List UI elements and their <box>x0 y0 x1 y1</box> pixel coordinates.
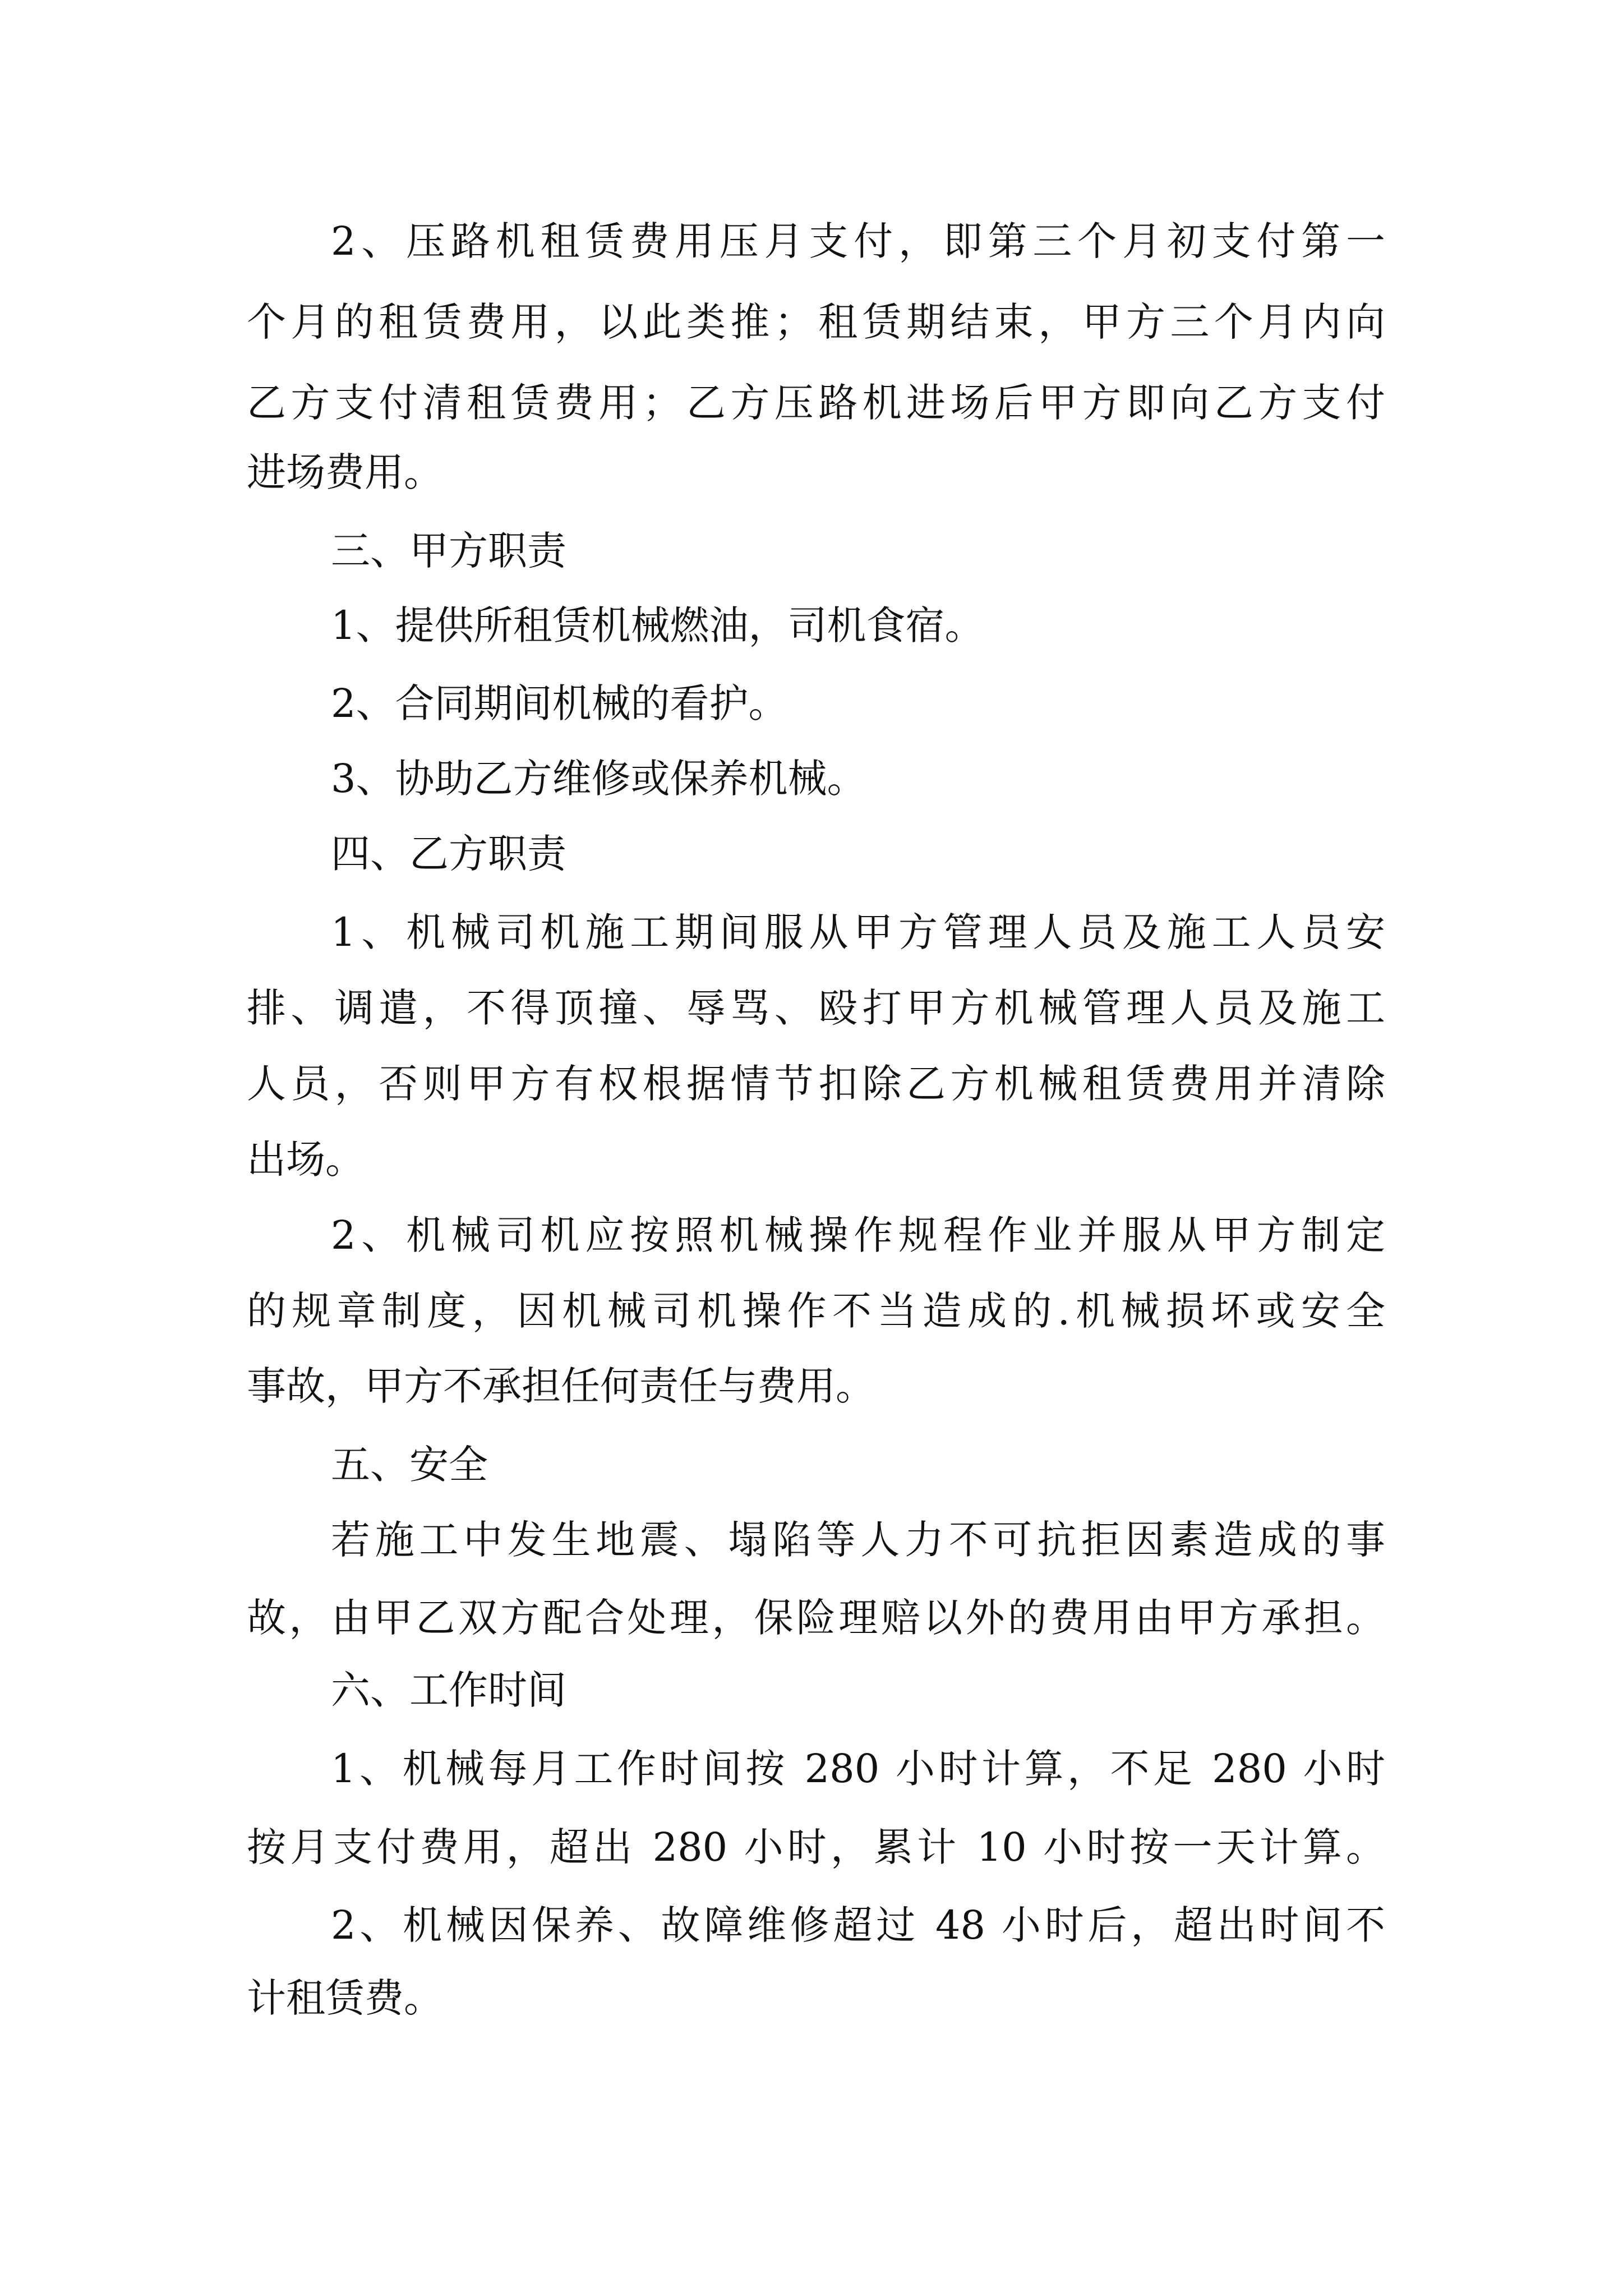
paragraph-line: 事故，甲方不承担任何责任与费用。 <box>247 1363 875 1409</box>
paragraph-line: 1、机械每月工作时间按 280 小时计算，不足 280 小时 <box>331 1746 1385 1792</box>
paragraph-line: 进场费用。 <box>247 449 443 495</box>
section-heading: 五、安全 <box>331 1442 488 1488</box>
paragraph-line: 按月支付费用，超出 280 小时，累计 10 小时按一天计算。 <box>247 1824 1385 1870</box>
paragraph-line: 人员，否则甲方有权根据情节扣除乙方机械租赁费用并清除 <box>247 1061 1385 1107</box>
paragraph-line: 故，由甲乙双方配合处理，保险理赔以外的费用由甲方承担。 <box>247 1595 1385 1641</box>
paragraph-line: 乙方支付清租赁费用；乙方压路机进场后甲方即向乙方支付 <box>247 380 1385 426</box>
list-item: 3、协助乙方维修或保养机械。 <box>331 756 866 802</box>
paragraph-line: 排、调遣，不得顶撞、辱骂、殴打甲方机械管理人员及施工 <box>247 985 1385 1031</box>
section-heading: 三、甲方职责 <box>331 528 566 574</box>
paragraph-line: 1、机械司机施工期间服从甲方管理人员及施工人员安 <box>331 909 1385 955</box>
section-heading: 六、工作时间 <box>331 1667 566 1713</box>
list-item: 1、提供所租赁机械燃油，司机食宿。 <box>331 602 984 648</box>
list-item: 2、合同期间机械的看护。 <box>331 680 788 726</box>
paragraph-line: 的规章制度，因机械司机操作不当造成的.机械损坏或安全 <box>247 1288 1385 1334</box>
paragraph-line: 计租赁费。 <box>247 1975 443 2021</box>
paragraph-line: 若施工中发生地震、塌陷等人力不可抗拒因素造成的事 <box>331 1517 1385 1563</box>
paragraph-line: 个月的租赁费用，以此类推；租赁期结束，甲方三个月内向 <box>247 299 1385 345</box>
paragraph-line: 出场。 <box>247 1137 365 1182</box>
section-heading: 四、乙方职责 <box>331 831 566 877</box>
paragraph-line: 2、机械因保养、故障维修超过 48 小时后，超出时间不 <box>331 1902 1385 1948</box>
paragraph-line: 2、压路机租赁费用压月支付，即第三个月初支付第一 <box>331 218 1385 264</box>
paragraph-line: 2、机械司机应按照机械操作规程作业并服从甲方制定 <box>331 1212 1385 1258</box>
